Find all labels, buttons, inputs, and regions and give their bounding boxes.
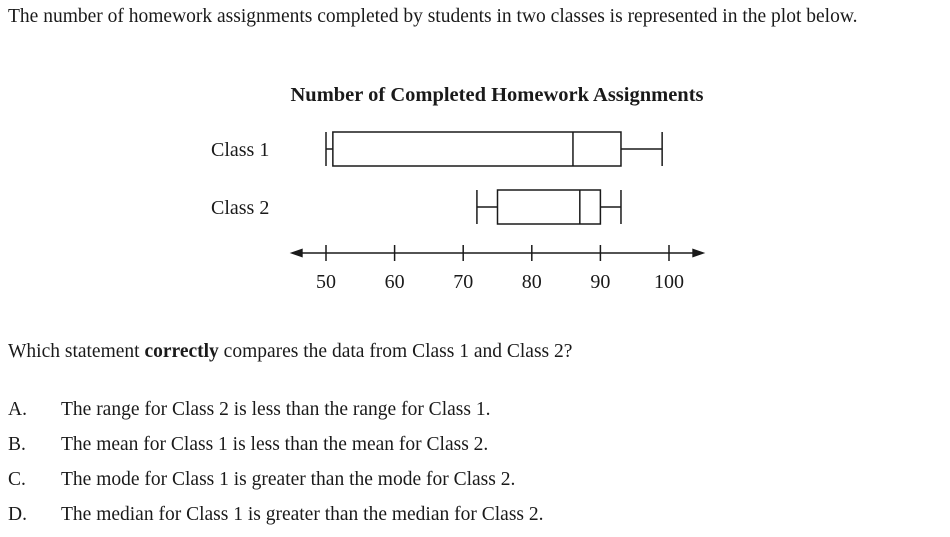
tick-label-70: 70 (453, 271, 474, 293)
tick-label-90: 90 (590, 271, 611, 293)
choice-c-letter: C. (8, 469, 26, 490)
class-1-box (333, 132, 621, 166)
question-prompt-emphasis: correctly (144, 341, 219, 362)
question-prompt-start: Which statement (8, 341, 145, 362)
class-2-box (498, 190, 601, 224)
chart-title: Number of Completed Homework Assignments (290, 84, 704, 106)
number-line-arrow-right (692, 249, 705, 258)
choice-b[interactable] (8, 431, 488, 458)
tick-label-80: 80 (521, 271, 542, 293)
choice-d-letter: D. (8, 504, 27, 525)
tick-label-100: 100 (654, 271, 684, 293)
class-1-label: Class 1 (211, 139, 270, 161)
choice-c[interactable] (8, 466, 515, 493)
class-2-label: Class 2 (211, 197, 270, 219)
tick-label-60: 60 (384, 271, 405, 293)
choice-a-text: The range for Class 2 is less than the range for Class 1. (61, 399, 491, 420)
number-line-arrow-left (290, 249, 303, 258)
tick-label-50: 50 (316, 271, 336, 293)
question-prompt-end: compares the data from Class 1 and Class 2? (218, 341, 573, 362)
choice-d-text: The median for Class 1 is greater than the median for Class 2. (61, 504, 544, 525)
question-intro: The number of homework assignments completed by students in two classes is represented in the plot below. (8, 6, 858, 27)
question-prompt (8, 338, 572, 365)
choice-a[interactable] (8, 396, 490, 423)
choice-b-text: The mean for Class 1 is less than the mean for Class 2. (61, 434, 489, 455)
choice-b-letter: B. (8, 434, 26, 455)
choice-c-text: The mode for Class 1 is greater than the mode for Class 2. (61, 469, 516, 490)
choice-a-letter: A. (8, 399, 27, 420)
choice-d[interactable] (8, 501, 544, 528)
